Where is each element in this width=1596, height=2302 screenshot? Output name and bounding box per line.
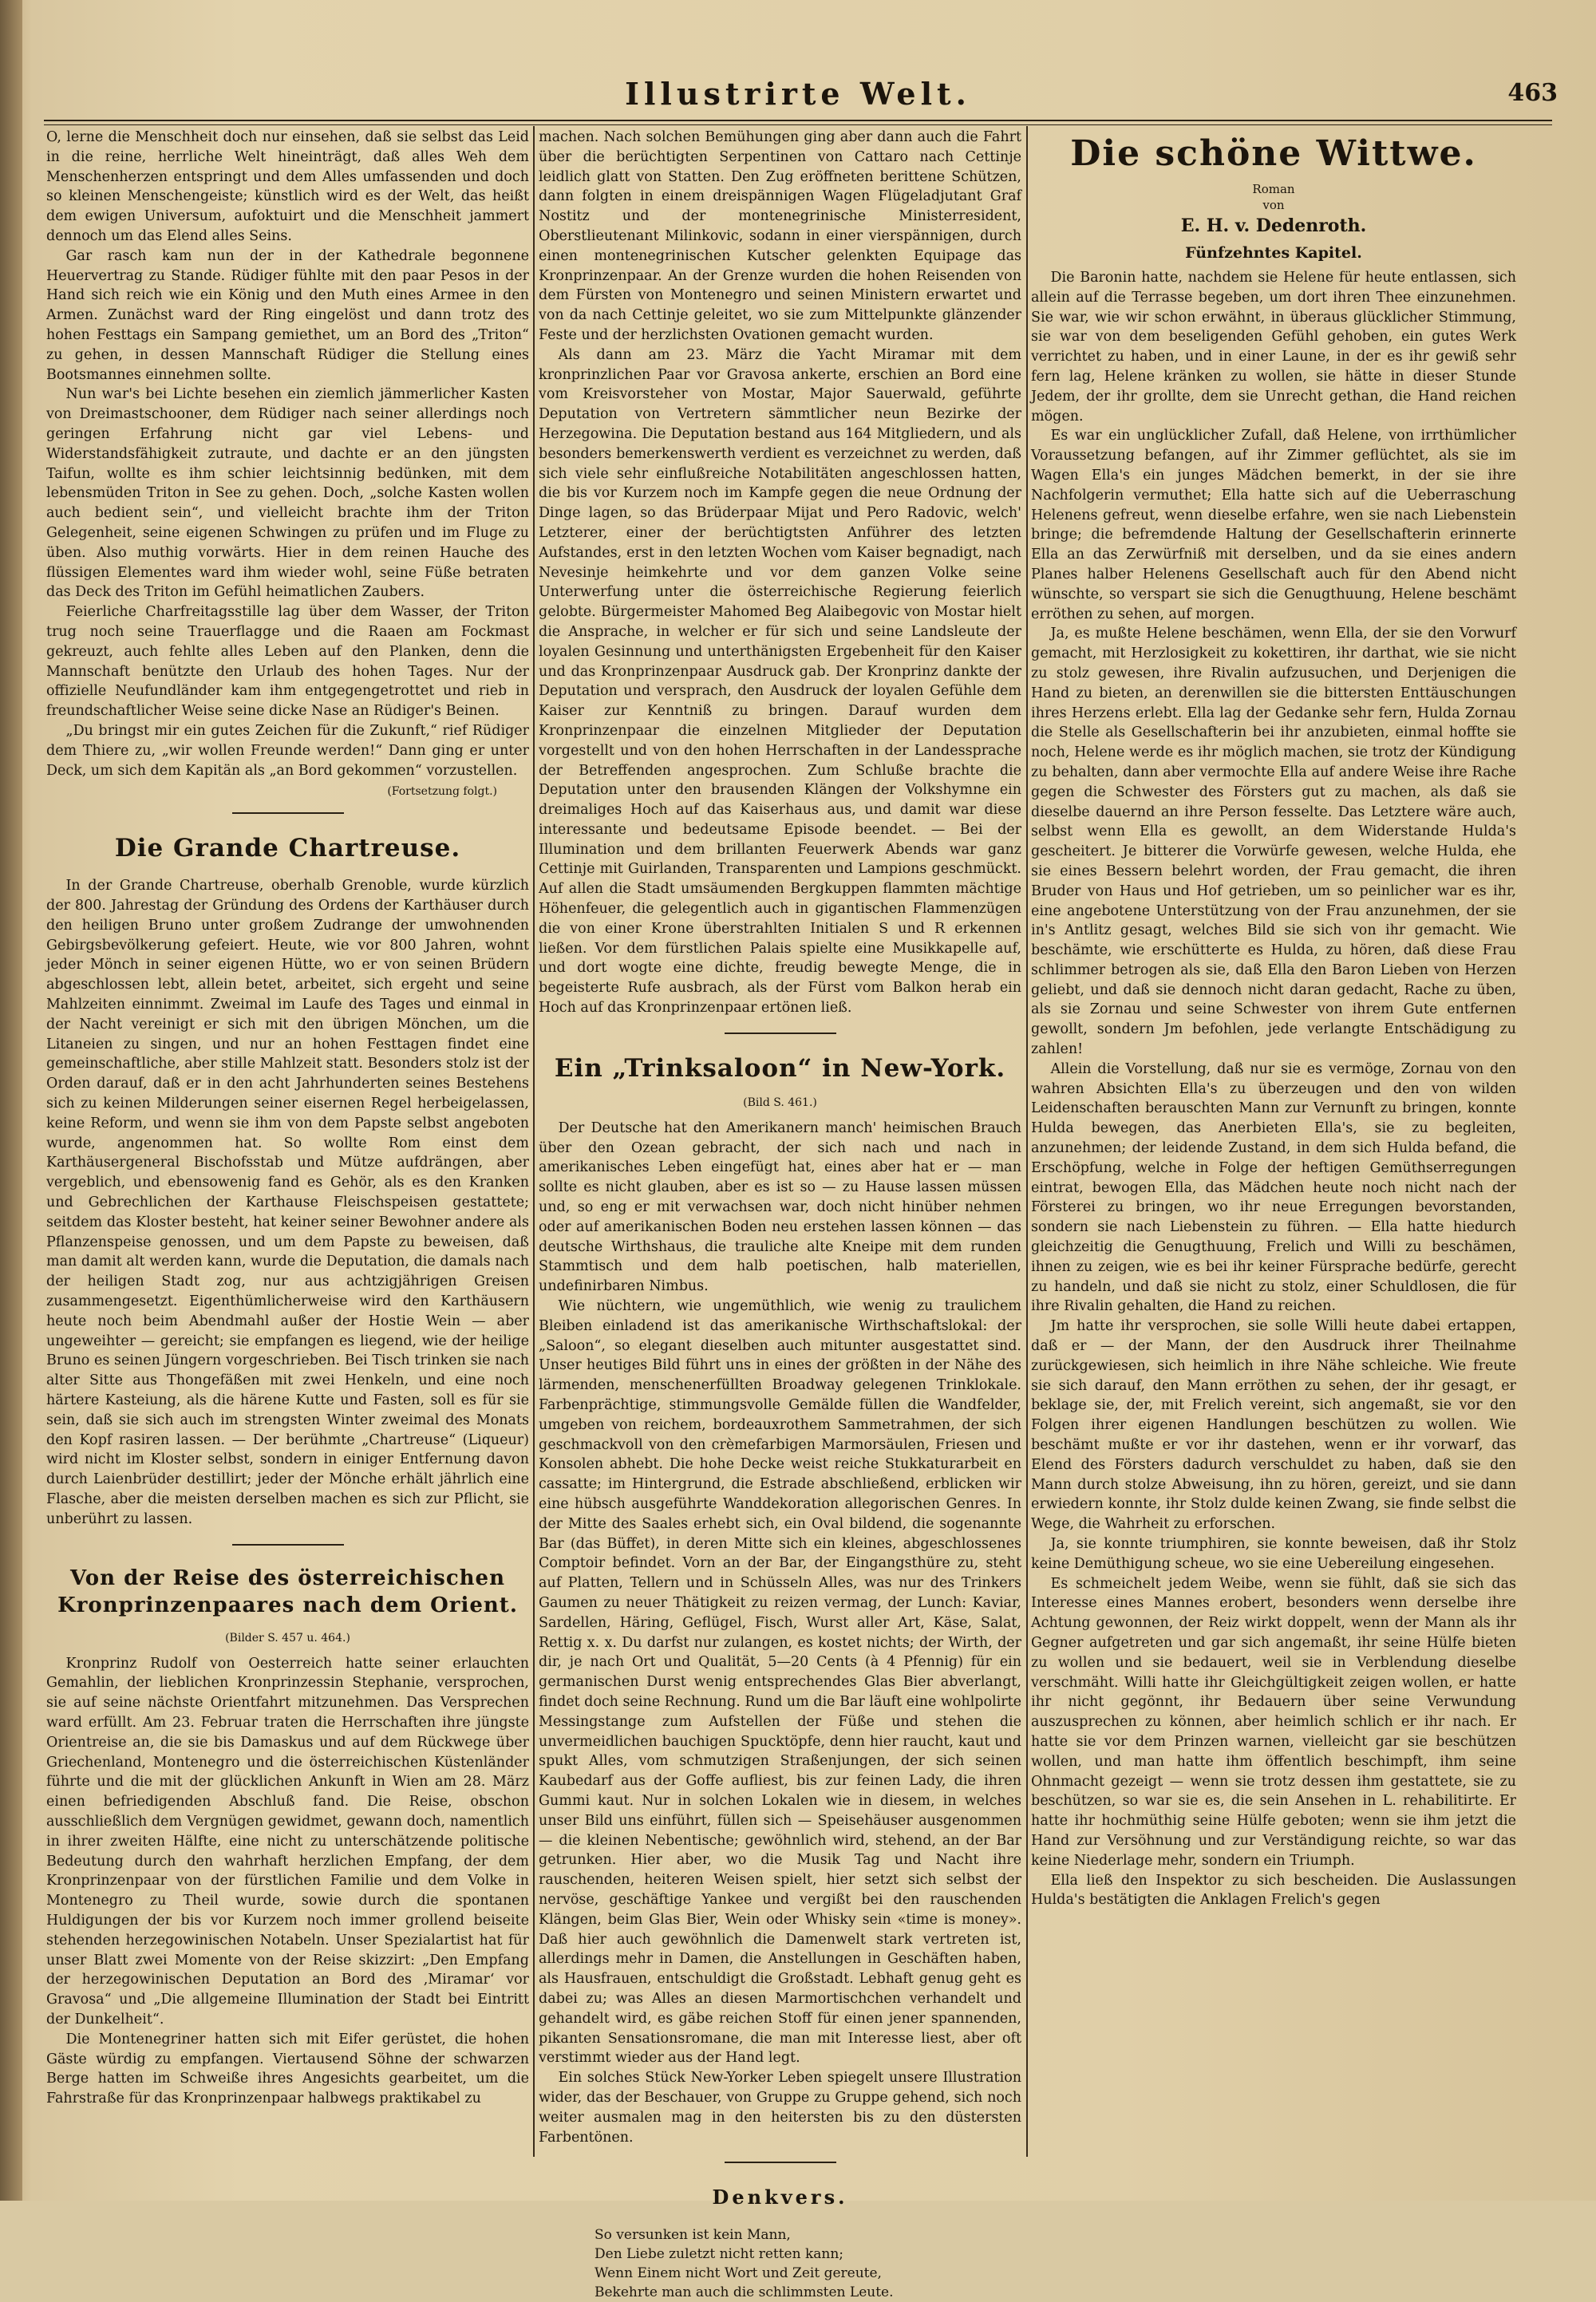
- paragraph: Feierliche Charfreitagsstille lag über dem Wasser, der Triton trug noch seine Trauerflagge und die Raaen am Fockmast gekreuzt, auch fehlte alles Leben auf den Planken, denn die Mannschaft benützte den Urlaub des hohen Tages. Nur der offizielle Neufundländer kam ihm entgegengetrottet und rieb in freundschaftlicher Weise seine dicke Nase an Rüdiger's Beinen.: [46, 604, 529, 720]
- page-header: [32, 76, 1564, 120]
- poem-title: Denkvers.: [712, 2186, 848, 2209]
- poem-line: Den Liebe zuletzt nicht retten kann;: [595, 2246, 844, 2263]
- paragraph: Ja, sie konnte triumphiren, sie konnte beweisen, daß ihr Stolz keine Demüthigung scheue, wo sie eine Uebereilung eingesehen.: [1031, 1536, 1516, 1572]
- novel-genre: Roman: [1252, 182, 1295, 196]
- continuation-note: (Fortsetzung folgt.): [387, 785, 497, 799]
- column-2: [539, 128, 1021, 2301]
- paragraph: Es schmeichelt jedem Weibe, wenn sie fühlt, daß sie sich das Interesse eines Mannes erobert, besonders wenn derselbe ihre Achtung gewonnen, der Reiz wirkt doppelt, wenn der Mann als ihr Gegner aufgetreten und gar sich angemaßt, ihr seine Hülfe bieten zu wollen und sie bedauert, weil sie in Verblendung dieselbe verschmäht. Willi hatte ihr Gleichgültigkeit zeigen wollen, er hatte ihr nicht gegönnt, ihr Bedauern über seine Verwundung auszusprechen zu können, aber heimlich schlich er ihr nach. Er hatte sie vor dem Prinzen warnen, vielleicht gar sie beschützen wollen, und man hatte ihm öffentlich beschimpft, ihm seine Ohnmacht gezeigt — wenn sie trotz dessen ihm gestattete, sie zu beschützen, so war sie es, die sein Ansehen in L. rehabilitirte. Er hatte ihr hochmüthig seine Hülfe geboten; wenn sie ihm jetzt die Hand zur Versöhnung und zur Verständigung reichte, so war das keine Niederlage mehr, sondern ein Triumph.: [1031, 1575, 1516, 1869]
- image-reference: (Bild S. 461.): [743, 1096, 817, 1109]
- paragraph: Es war ein unglücklicher Zufall, daß Helene, von irrthümlicher Voraussetzung befangen, auf ihr Zimmer geflüchtet, als sie im Wagen Ella's ein junges Mädchen bemerkt, in der sie ihre Nachfolgerin vermuthet; Ella hatte sich auf die Ueberraschung Helenens gefreut, wenn dieselbe erfahre, wen sie nach Liebenstein bringe; die befremdende Haltung der Gesellschafterin erinnerte Ella an das Zerwürfniß mit derselben, und da sie eines andern Planes halber Helenens Gesellschaft auch für den Abend nicht wünschte, so verspart sie sich die Genugthuung, Helene beschämt erröthen zu sehen, auf morgen.: [1031, 428, 1516, 622]
- article-title-chartreuse: Die Grande Chartreuse.: [114, 834, 461, 863]
- column-divider-2: [1026, 126, 1028, 2157]
- section-divider: [232, 1544, 344, 1546]
- paragraph: Ja, es mußte Helene beschämen, wenn Ella, der sie den Vorwurf gemacht, mit Herzlosigkeit zu kokettiren, ihr darthat, wie sie nicht zu stolz gewesen, ihre Rivalin aufzusuchen, und Derjenigen die Hand zu bieten, an derenwillen sie die bittersten Enttäuschungen ihres Herzens erlebt. Ella lag der Gedanke sehr fern, Hulda Zornau die Stelle als Gesellschafterin bei ihr anzubieten, einmal hoffte sie noch, Helene werde es ihr möglich machen, sie trotz der Kündigung zu behalten, dann aber vermochte Ella auf andere Weise ihre Rache gegen die Schwester des Försters gut zu machen, als daß sie dieselbe dauernd an ihre Person fesselte. Das Letztere wäre auch, selbst wenn Ella es gewollt, an dem Widerstande Hulda's gescheitert. Je bitterer die Vorwürfe gewesen, welche Hulda, ehe sie eines Bessern belehrt worden, der Frau gemacht, die ihren Bruder von Haus und Hof getrieben, um so peinlicher war es ihr, eine angebotene Unterstützung von der Frau anzunehmen, der sie in's Antlitz gesagt, welches Bild sie sich von ihr gemacht. Wie beschämte, wie erschütterte es Hulda, zu hören, daß diese Frau schlimmer betrogen als sie, daß Ella den Baron Lieben von Herzen geliebt, und daß sie dennoch nicht daran gedacht, Rache zu üben, als sie Zornau und seine Schwester von ihrem Gute entfernen gewollt, sondern Jm befohlen, jede verlangte Entschädigung zu zahlen!: [1031, 626, 1516, 1058]
- paragraph: Als dann am 23. März die Yacht Miramar mit dem kronprinzlichen Paar vor Gravosa ankerte, erschien an Bord eine vom Kreisvorsteher von Mostar, Major Sauerwald, geführte Deputation von Vertretern sämmtlicher neun Bezirke der Herzegowina. Die Deputation bestand aus 164 Mitgliedern, und als besonders bemerkenswerth verdient es verzeichnet zu werden, daß sich viele sehr einflußreiche Notabilitäten angeschlossen hatten, die bis vor Kurzem noch im Kampfe gegen die neue Ordnung der Dinge lagen, so das Brüderpaar Mijat und Pero Radovic, welch' Letzterer, einer der berüchtigtsten Anführer des letzten Aufstandes, erst in den letzten Wochen vom Kaiser begnadigt, nach Nevesinje heimkehrte und vor dem ganzen Volke seine Unterwerfung unter die österreichische Regierung feierlich gelobte. Bürgermeister Mahomed Beg Alaibegovic von Mostar hielt die Ansprache, in welcher er für sich und seine Landsleute der loyalen Gesinnung und unterthänigsten Ergebenheit für den Kaiser und das Kronprinzenpaar Ausdruck gab. Der Kronprinz dankte der Deputation und versprach, den Ausdruck der loyalen Gefühle dem Kaiser zur Kenntniß zu bringen. Darauf wurden dem Kronprinzenpaar die einzelnen Mitglieder der Deputation vorgestellt und von den hohen Herrschaften in der Landessprache der Betreffenden angesprochen. Zum Schluße brachte die Deputation unter den brausenden Klängen der Volkshymne ein dreimaliges Hoch auf das Kaiserhaus aus, und damit war diese interessante und bedeutsame Episode beendet. — Bei der Illumination und dem brillanten Feuerwerk Abends war ganz Cettinje mit Guirlanden, Transparenten und Lampions geschmückt. Auf allen die Stadt umsäumenden Bergkuppen flammten mächtige Höhenfeuer, die gelegentlich auch in gigantischen Flammenzügen die von einer Krone überstrahlten Initialen S und R erkennen ließen. Vor dem fürstlichen Palais spielte eine Musikkapelle auf, und dort wogte eine dichte, freudig bewegte Menge, die in begeisterte Rufe ausbrach, als der Fürst vom Balkon herab ein Hoch auf das Kronprinzenpaar ertönen ließ.: [539, 346, 1021, 1017]
- section-divider: [725, 2162, 836, 2163]
- image-reference: (Bilder S. 457 u. 464.): [225, 1631, 350, 1645]
- paragraph: „Du bringst mir ein gutes Zeichen für die Zukunft,“ rief Rüdiger dem Thiere zu, „wir wollen Freunde werden!“ Dann ging er unter Deck, um sich dem Kapitän als „an Bord gekommen“ vorzustellen.: [46, 722, 529, 779]
- paragraph: Der Deutsche hat den Amerikanern manch' heimischen Brauch über den Ozean gebracht, der sich nach und nach in amerikanisches Leben eingefügt hat, eines aber hat er — man sollte es nicht glauben, aber es ist so — zu Hause lassen müssen und, so eng er mit verwachsen war, doch nicht hinüber nehmen oder auf amerikanischen Boden neu erstehen lassen können — das deutsche Wirthshaus, die trauliche alte Kneipe mit dem runden Stammtisch und dem halb poetischen, halb materiellen, undefinirbaren Nimbus.: [539, 1119, 1021, 1295]
- author-name: E. H. v. Dedenroth.: [1180, 215, 1367, 236]
- paragraph: In der Grande Chartreuse, oberhalb Grenoble, wurde kürzlich der 800. Jahrestag der Gründung des Ordens der Karthäuser durch den heiligen Bruno unter großem Zudrange der umwohnenden Gebirgsbevölkerung gefeiert. Heute, wie vor 800 Jahren, wohnt jeder Mönch in seiner eigenen Hütte, wo er von seinen Brüdern abgeschlossen lebt, allein betet, arbeitet, sich ergeht und seine Mahlzeiten einnimmt. Zweimal im Laufe des Tages und einmal in der Nacht vereinigt er sich mit den übrigen Mönchen, um die Litaneien zu singen, und nur an hohen Festtagen findet eine gemeinschaftliche, aber stille Mahlzeit statt. Besonders stolz ist der Orden darauf, daß er in den acht Jahrhunderten seines Bestehens sich zu keinen Milderungen seiner eisernen Regel herbeigelassen, keine Reform, und wenn sie ihm von dem Papste selbst angeboten wurde, angenommen hat. So wollte Rom einst dem Karthäusergeneral Bischofsstab und Mütze aufdrängen, aber vergeblich, und ebensowenig fand es Gehör, als es den Kranken und Gebrechlichen der Karthause Fleischspeisen gestattete; seitdem das Kloster besteht, hat keiner seiner Bewohner andere als Pflanzenspeise genossen, und um dem Papste zu beweisen, daß man damit alt werden kann, wurde die Deputation, die damals nach der heiligen Stadt zog, nur aus achtzigjährigen Greisen zusammengesetzt. Eigenthümlicherweise wird den Karthäusern heute noch beim Abendmahl außer der Hostie Wein — aber ungeweihter — gereicht; sie empfangen es liegend, wie der heilige Bruno es seinen Jüngern vorgeschrieben. Bei Tisch trinken sie nach alter Sitte aus Thongefäßen mit zwei Henkeln, und eine noch härtere Kasteiung, als die härene Kutte und Fasten, soll es für sie sein, daß sie sich auch im strengsten Winter zweimal des Monats den Kopf rasiren lassen. — Der berühmte „Chartreuse“ (Liqueur) wird nicht im Kloster selbst, sondern in einiger Entfernung davon durch Laienbrüder destillirt; jeder der Mönche erhält jährlich eine Flasche, aber die meisten derselben machen es sich zur Pflicht, sie unberührt zu lassen.: [46, 878, 529, 1527]
- paragraph: Die Baronin hatte, nachdem sie Helene für heute entlassen, sich allein auf die Terrasse begeben, um dort ihren Thee einzunehmen. Sie war, wie wir schon erwähnt, in überaus glücklicher Stimmung, sie war von dem beseligenden Gefühl gehoben, ein gutes Werk verrichtet zu haben, und in einer Laune, in der es ihr gewiß sehr fern lag, Helene kränken zu wollen, sie hätte in dieser Stunde Jedem, der ihr grollte, dem sie Unrecht gethan, die Hand reichen mögen.: [1031, 270, 1516, 424]
- paragraph: Ein solches Stück New-Yorker Leben spiegelt unsere Illustration wider, das der Beschauer, von Gruppe zu Gruppe gehend, sich noch weiter ausmalen mag in den heitersten bis zu den düstersten Farbentönen.: [539, 2070, 1021, 2146]
- paragraph: Die Montenegriner hatten sich mit Eifer gerüstet, die hohen Gäste würdig zu empfangen. Viertausend Söhne der schwarzen Berge hatten im Schweiße ihres Angesichts gearbeitet, um die Fahrstraße für das Kronprinzenpaar halbwegs praktikabel zu: [46, 2031, 529, 2107]
- paragraph: Gar rasch kam nun der in der Kathedrale begonnene Heuervertrag zu Stande. Rüdiger fühlte mit den paar Pesos in der Hand sich reich wie ein König und den Muth eines Armee in den Armen. Zunächst ward der Ring eingelöst und dann trotz des hohen Festtags ein Sampang gemiethet, um an Bord des „Triton“ zu gehen, in dessen Mannschaft Rüdiger die Stellung eines Bootsmannes einnehmen sollte.: [46, 247, 529, 383]
- byline-von: von: [1262, 198, 1285, 212]
- paragraph: Ella ließ den Inspektor zu sich bescheiden. Die Auslassungen Hulda's bestätigten die Anklagen Frelich's gegen: [1031, 1872, 1516, 1909]
- poem-line: So versunken ist kein Mann,: [595, 2227, 791, 2244]
- column-1: [46, 128, 529, 2154]
- article-title-kronprinz: Von der Reise des österreichischen Kronprinzenpaares nach dem Orient.: [57, 1566, 518, 1617]
- paragraph: Wie nüchtern, wie ungemüthlich, wie wenig zu traulichem Bleiben einladend ist das amerikanische Wirthschaftslokal: der „Saloon“, so elegant dieselben auch mitunter ausgestattet sind. Unser heutiges Bild führt uns in eines der größten in der Nähe des lärmenden, menschenerfüllten Broadway gelegenen Trinklokale. Farbenprächtige, stimmungsvolle Gemälde füllen die Wandfelder, umgeben von reichem, bordeauxrothem Sammetrahmen, der sich geschmackvoll von den crèmefarbigen Marmorsäulen, Friesen und Konsolen abhebt. Die hohe Decke weist reiche Stukkaturarbeit en cassatte; im Hintergrund, die Estrade abschließend, erblicken wir eine hübsch ausgeführte Wanddekoration allegorischen Genres. In der Mitte des Saales erhebt sich, ein Oval bildend, die sogenannte Bar (das Büffet), in deren Mitte sich ein kleines, abgeschlossenes Comptoir befindet. Vorn an der Bar, der Eingangsthüre zu, steht auf Platten, Tellern und in Schüsseln Alles, was nur des Trinkers Gaumen zu neuer Thätigkeit zu reizen vermag, der Lunch: Kaviar, Sardellen, Häring, Geflügel, Fisch, Wurst aller Art, Käse, Salat, Rettig x. x. Du darfst nur zulangen, es kostet nichts; der Wirth, der dir, je nach Ort und Qualität, 5—20 Cents (à 4 Pfennig) für ein germanischen Durst wenig entsprechendes Glas Bier abverlangt, findet doch seine Rechnung. Rund um die Bar läuft eine wohlpolirte Messingstange zum Aufstellen der Füße und stehen die unvermeidlichen bauchigen Spucktöpfe, denn hier raucht, kaut und spukt Alles, vom schmutzigen Straßenjungen, der sich seinen Kaubedarf aus der Goffe aufliest, bis zur feinen Lady, die ihren Gummi kaut. Nur in solchen Lokalen wie in diesem, in welches unser Bild uns einführt, füllen sich — Speisehäuser ausgenommen — die kleinen Nebentische; gewöhnlich wird, stehend, an der Bar getrunken. Hier aber, wo die Musik Tag und Nacht ihre rauschenden, heiteren Weisen spielt, hier setzt sich selbst der nervöse, geschäftige Yankee und vergißt bei den rauschenden Klängen, beim Glas Bier, Wein oder Whisky sein «time is money». Daß hier auch gewöhnlich die Damenwelt stark vertreten ist, allerdings mehr in Damen, die Anstellungen in Geschäften haben, als Hausfrauen, entschuldigt die Großstadt. Lebhaft genug geht es dabei zu; was Alles an diesen Marmortischchen verhandelt und gehandelt wird, es gäbe reichen Stoff für einen jener spannenden, pikanten Sensationsromane, die man mit Interesse liest, aber oft verstimmt wieder aus der Hand legt.: [539, 1298, 1021, 2067]
- column-divider-1: [533, 126, 535, 2157]
- paragraph: machen. Nach solchen Bemühungen ging aber dann auch die Fahrt über die berüchtigten Serpentinen von Cattaro nach Cettinje leidlich glatt von Statten. Den Zug eröffneten berittene Schützen, dann folgten in einem dreispännigen Wagen Flügeladjutant Graf Nostitz und der montenegrinische Ministerresident, Oberstlieutenant Milinkovic, sodann in einer vierspännigen, durch einen montenegrinischen Kutscher gelenkten Equipage das Kronprinzenpaar. An der Grenze wurden die hohen Reisenden von dem Fürsten von Montenegro und seinen Ministern erwartet und von da nach Cettinje geleitet, wo sie zum Mittelpunkte glänzender Feste und der herzlichsten Ovationen gemacht wurden.: [539, 129, 1021, 343]
- binding-gutter: [0, 0, 22, 2201]
- paragraph: O, lerne die Menschheit doch nur einsehen, daß sie selbst das Leid in die reine, herrliche Welt hineinträgt, daß alles Weh dem Menschenherzen entspringt und dem Alles umfassenden und doch so kleinen Menschengeiste; künstlich wird es der Welt, das heißt dem ewigen Universum, aufoktuirt und die Menschheit jammert dennoch um das Elend alles Seins.: [46, 129, 529, 244]
- paragraph: Nun war's bei Lichte besehen ein ziemlich jämmerlicher Kasten von Dreimastschooner, dem Rüdiger nach seiner allerdings noch geringen Erfahrung nicht gar viel Lebens- und Widerstandsfähigkeit zutraute, und dachte er an den jüngsten Taifun, wollte es ihm schier leichtsinnig bedünken, mit dem lebensmüden Triton in See zu gehen. Doch, „solche Kasten wollen auch bedient sein“, und vielleicht brachte ihm der Triton Gelegenheit, seine eigenen Schwingen zu prüfen und im Fluge zu üben. Also muthig vorwärts. Hier in dem reinen Hauche des flüssigen Elementes ward ihm wieder wohl, seine Füße betraten das Deck des Triton im Gefühl heimatlichen Zaubers.: [46, 386, 529, 601]
- section-divider: [725, 1033, 836, 1034]
- novel-title: Die schöne Wittwe.: [1070, 133, 1477, 174]
- article-title-saloon: Ein „Trinksaloon“ in New-York.: [554, 1053, 1006, 1083]
- paragraph: Kronprinz Rudolf von Oesterreich hatte seiner erlauchten Gemahlin, der lieblichen Kronprinzessin Stephanie, versprochen, sie auf seine nächste Orientfahrt mitzunehmen. Das Versprechen ward erfüllt. Am 23. Februar traten die Herrschaften ihre jüngste Orientreise an, die sie bis Damaskus und auf dem Rückwege über Griechenland, Montenegro und die österreichischen Küstenländer führte und die mit der glücklichen Ankunft in Wien am 28. März einen befriedigenden Abschluß fand. Die Reise, obschon ausschließlich dem Vergnügen gewidmet, gewann doch, namentlich in ihrer zweiten Hälfte, eine nicht zu unterschätzende politische Bedeutung durch den wahrhaft herzlichen Empfang, der dem Kronprinzenpaar von der fürstlichen Familie und dem Volke in Montenegro zu Theil wurde, sowie durch die spontanen Huldigungen der bis vor Kurzem noch immer grollend beiseite stehenden herzegowinischen Notabeln. Unser Spezialartist hat für unser Blatt zwei Momente von der Reise skizzirt: „Den Empfang der herzegowinischen Deputation an Bord des ‚Miramar‘ vor Gravosa“ und „Die allgemeine Illumination der Stadt bei Eintritt der Dunkelheit“.: [46, 1655, 529, 2028]
- paragraph: Allein die Vorstellung, daß nur sie es vermöge, Zornau von den wahren Absichten Ella's zu überzeugen und den von wilden Leidenschaften berauschten Mann zur Vernunft zu bringen, konnte Hulda bewegen, das Anerbieten Ella's, sie zu begleiten, anzunehmen; der leidende Zustand, in dem sich Hulda befand, die Erschöpfung, welche in Folge der heftigen Gemüthserregungen eintrat, bewogen Ella, das Mädchen heute noch nicht nach der Försterei zu bringen, wo ihr neue Erregungen bevorstanden, sondern sie nach Liebenstein zu führen. — Ella hatte hiedurch gleichzeitig die Genugthuung, Frelich und Willi zu beschämen, ihnen zu zeigen, wie es bei ihr keiner Fürsprache bedürfe, gerecht zu handeln, und daß sie nicht zu stolz, einer Schuldlosen, die für ihre Rivalin gehalten, die Hand zu reichen.: [1031, 1060, 1516, 1315]
- magazine-title: Illustrirte Welt.: [625, 76, 971, 112]
- chapter-heading: Fünfzehntes Kapitel.: [1185, 244, 1362, 262]
- poem-line: Bekehrte man auch die schlimmsten Leute.: [595, 2284, 894, 2301]
- paragraph: Jm hatte ihr versprochen, sie solle Willi heute dabei ertappen, daß er — der Mann, der den Ausdruck ihrer Theilnahme zurückgewiesen, sich heimlich in ihre Nähe schleiche. Wie freute sie sich darauf, den Mann erröthen zu sehen, der ihr gesagt, er beklage sie, der, mit Frelich vereint, sich angemaßt, sie vor den Folgen ihrer eigenen Handlungen beschützen zu wollen. Wie beschämt mußte er vor ihr dastehen, wenn er ihr vorwarf, das Elend des Försters dadurch verschuldet zu haben, daß sie den Mann durch stolze Abweisung, ihn zu hören, gereizt, und sie dann erwiedern konnte, ihr Stolz dulde keinen Zwang, sie finde selbst die Wege, die Wahrheit zu erforschen.: [1031, 1318, 1516, 1533]
- header-rule: [44, 120, 1552, 125]
- page-number: 463: [1507, 79, 1558, 107]
- poem-line: Wenn Einem nicht Wort und Zeit gereute,: [595, 2265, 882, 2282]
- section-divider: [232, 812, 344, 814]
- poem: [595, 2225, 1021, 2302]
- column-3: [1031, 128, 1516, 2154]
